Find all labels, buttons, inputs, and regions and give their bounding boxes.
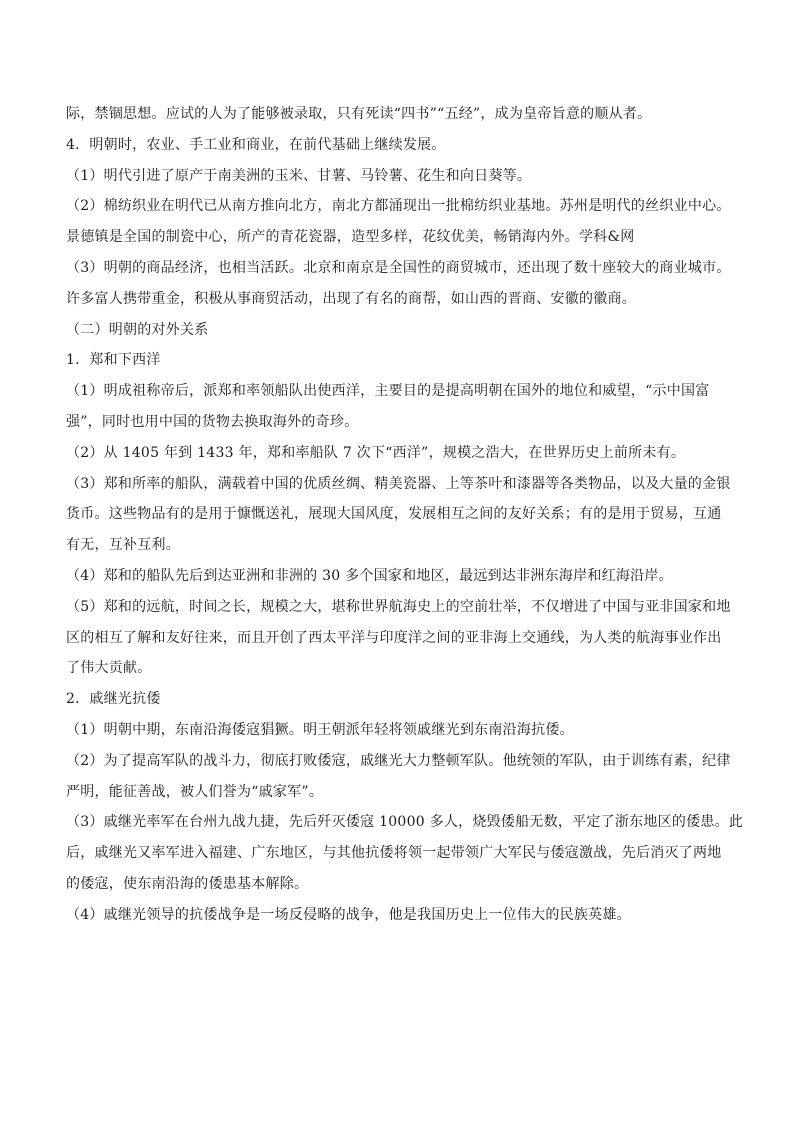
subsection-heading: 2．戚继光抗倭 xyxy=(66,691,161,708)
text-line: 许多富人携带重金，积极从事商贸活动，出现了有名的商帮，如山西的晋商、安徽的徽商。 xyxy=(66,290,636,307)
section-heading: （二）明朝的对外关系 xyxy=(66,321,209,338)
text-line: （3）郑和所率的船队，满载着中国的优质丝绸、精美瓷器、上等茶叶和漆器等各类物品，以及大量的金银 xyxy=(66,475,731,492)
text-line: 货币。这些物品有的是用于慷慨送礼，展现大国风度，发展相互之间的友好关系；有的是用于贸易，互通 xyxy=(66,506,722,523)
document-body xyxy=(66,99,744,931)
text-line: 了伟大贡献。 xyxy=(66,660,152,677)
text-line: （5）郑和的远航，时间之长，规模之大，堪称世界航海史上的空前壮举，不仅增进了中国与亚非国家和地 xyxy=(66,598,731,615)
text-line: （2）棉纺织业在明代已从南方推向北方，南北方都涌现出一批棉纺织业基地。苏州是明代的丝织业中心。 xyxy=(66,198,731,215)
text-line: 的倭寇，使东南沿海的倭患基本解除。 xyxy=(66,875,309,892)
text-line: （4）郑和的船队先后到达亚洲和非洲的 30 多个国家和地区，最远到达非洲东海岸和红海沿岸。 xyxy=(66,567,673,584)
text-line: 景德镇是全国的制瓷中心，所产的青花瓷器，造型多样，花纹优美，畅销海内外。学科&网 xyxy=(66,229,635,246)
text-line: 有无，互补互利。 xyxy=(66,537,180,554)
text-line: （3）明朝的商品经济，也相当活跃。北京和南京是全国性的商贸城市，还出现了数十座较大的商业城市。 xyxy=(66,259,731,276)
text-line: 际，禁锢思想。应试的人为了能够被录取，只有死读“四书”“五经”，成为皇帝旨意的顺从者。 xyxy=(66,106,652,122)
text-line: （1）明代引进了原产于南美洲的玉米、甘薯、马铃薯、花生和向日葵等。 xyxy=(66,167,532,184)
text-line: 区的相互了解和友好往来，而且开创了西太平洋与印度洋之间的亚非海上交通线，为人类的航海事业作出 xyxy=(66,629,722,646)
text-line: 严明，能征善战，被人们誉为“戚家军”。 xyxy=(66,783,324,800)
text-line: （2）从 1405 年到 1433 年，郑和率船队 7 次下“西洋”，规模之浩大，在世界历史上前所未有。 xyxy=(66,444,686,461)
subsection-heading: 1．郑和下西洋 xyxy=(66,352,161,369)
text-line: （1）明朝中期，东南沿海倭寇猖獗。明王朝派年轻将领戚继光到东南沿海抗倭。 xyxy=(66,721,574,738)
text-line: （3）戚继光率军在台州九战九捷，先后歼灭倭寇 10000 多人，烧毁倭船无数，平定了浙东地区的倭患。此 xyxy=(66,814,744,831)
text-line: 强”，同时也用中国的货物去换取海外的奇珍。 xyxy=(66,413,359,430)
text-line: 后，戚继光又率军进入福建、广东地区，与其他抗倭将领一起带领广大军民与倭寇激战，先后消灭了两地 xyxy=(66,845,722,862)
text-line: （2）为了提高军队的战斗力，彻底打败倭寇，戚继光大力整顿军队。他统领的军队，由于训练有素，纪律 xyxy=(66,752,731,769)
text-line: （1）明成祖称帝后，派郑和率领船队出使西洋，主要目的是提高明朝在国外的地位和威望，“示中国富 xyxy=(66,383,710,400)
text-line: （4）戚继光领导的抗倭战争是一场反侵略的战争，他是我国历史上一位伟大的民族英雄。 xyxy=(66,906,631,923)
section-heading: 4．明朝时，农业、手工业和商业，在前代基础上继续发展。 xyxy=(66,136,446,153)
